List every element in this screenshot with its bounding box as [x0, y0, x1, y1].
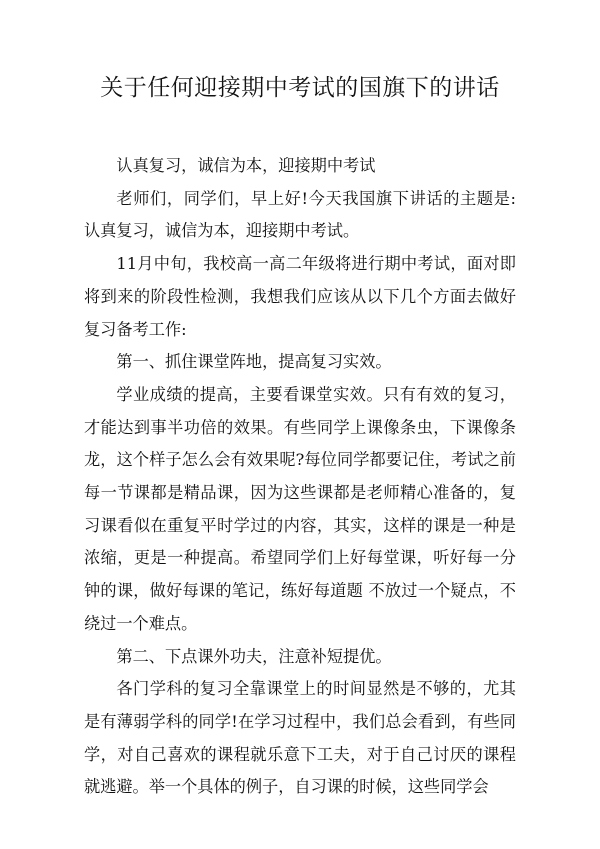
paragraph-greeting: 老师们，同学们，早上好!今天我国旗下讲话的主题是:认真复习，诚信为本，迎接期中考试。 — [84, 188, 516, 241]
document-body — [84, 150, 516, 804]
paragraph-subtitle: 认真复习，诚信为本，迎接期中考试 — [116, 156, 376, 175]
paragraph-point-two-body: 各门学科的复习全靠课堂上的时间显然是不够的，尤其是有薄弱学科的同学!在学习过程中，我们总会看到，有些同学，对自己喜欢的课程就乐意下工夫，对于自己讨厌的课程就逃避。举一个具体的例子，自习课的时候，这些同学会 — [84, 679, 516, 797]
paragraph-point-one-body: 学业成绩的提高，主要看课堂实效。只有有效的复习，才能达到事半功倍的效果。有些同学上课像条虫，下课像条龙，这个样子怎么会有效果呢?每位同学都要记住，考试之前每一节课都是精品课，因为这些课都是老师精心准备的，复习课看似在重复平时学过的内容，其实，这样的课是一种是浓缩，更是一种提高。希望同学们上好每堂课，听好每一分钟的课，做好每课的笔记，练好每道题 不放过一个疑点，不绕过一个难点。 — [84, 384, 516, 633]
document-title: 关于任何迎接期中考试的国旗下的讲话 — [100, 75, 500, 101]
paragraph-intro: 11月中旬，我校高一高二年级将进行期中考试，面对即将到来的阶段性检测，我想我们应该从以下几个方面去做好复习备考工作: — [84, 254, 516, 339]
paragraph-point-two-heading: 第二、下点课外功夫，注意补短提优。 — [116, 646, 392, 666]
paragraph-point-one-heading: 第一、抓住课堂阵地，提高复习实效。 — [116, 352, 392, 372]
